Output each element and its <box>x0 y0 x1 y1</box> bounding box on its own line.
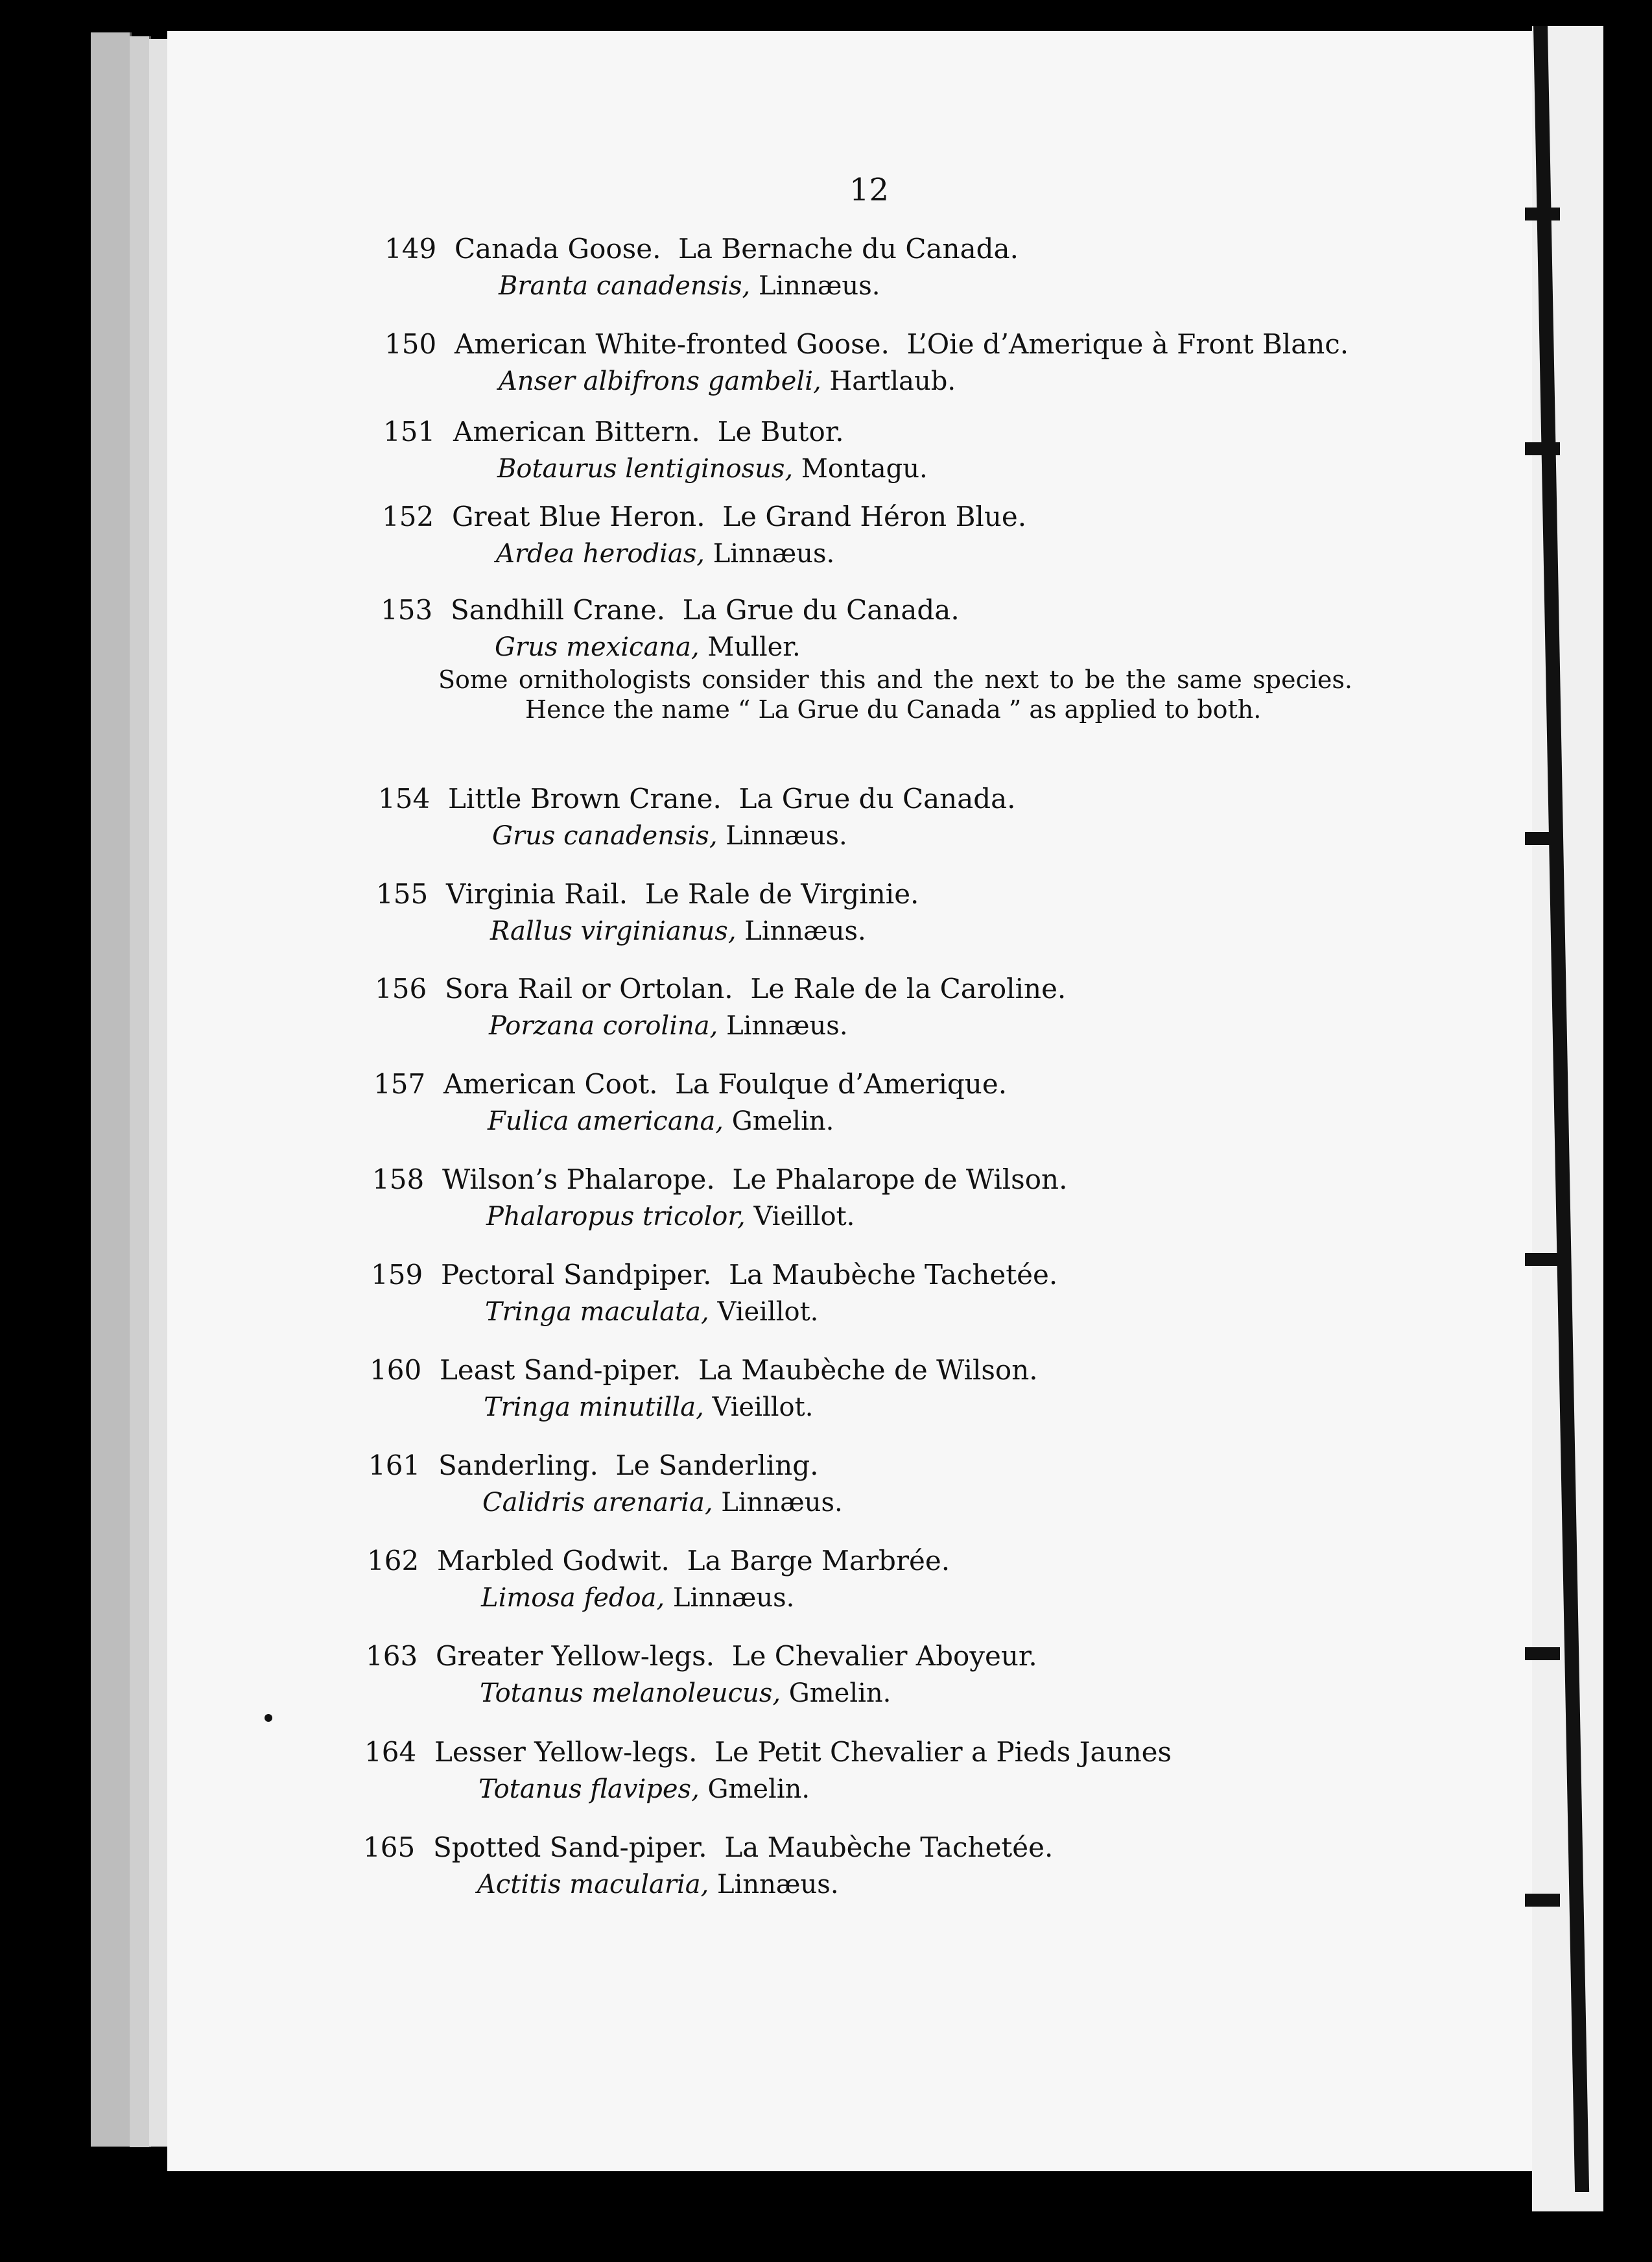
list-item <box>376 875 919 949</box>
common-name: Sanderling. <box>438 1449 598 1481</box>
scientific-name: Phalaropus tricolor, <box>486 1202 746 1232</box>
common-name: Marbled Godwit. <box>437 1545 670 1577</box>
common-name: Spotted Sand-piper. <box>433 1831 707 1863</box>
authority: Hartlaub. <box>829 366 956 396</box>
list-item <box>382 498 1026 572</box>
authority: Linnæus. <box>758 271 880 301</box>
list-item <box>371 1256 1057 1330</box>
common-name: Virginia Rail. <box>446 878 628 910</box>
binding-tab <box>1525 1253 1560 1266</box>
page-edge <box>130 36 151 2147</box>
scientific-name: Totanus melanoleucus, <box>480 1678 781 1708</box>
authority: Linnæus. <box>721 1488 843 1518</box>
scientific-name: Tringa maculata, <box>485 1297 709 1327</box>
french-name: La Barge Marbrée. <box>687 1545 950 1577</box>
list-item <box>381 591 960 665</box>
french-name: La Maubèche de Wilson. <box>698 1354 1038 1386</box>
entry-number: 161 <box>368 1449 421 1481</box>
page-number: 12 <box>849 172 890 208</box>
authority: Vieillot. <box>753 1202 855 1232</box>
common-name: American Coot. <box>443 1068 658 1100</box>
entry-number: 158 <box>372 1163 425 1195</box>
entry-number: 153 <box>381 594 433 626</box>
scientific-name: Anser albifrons gambeli, <box>499 366 821 396</box>
page-edge <box>91 32 132 2147</box>
common-name: Great Blue Heron. <box>452 501 705 532</box>
common-name: Wilson’s Phalarope. <box>442 1163 715 1195</box>
list-item <box>384 230 1019 304</box>
entry-number: 157 <box>373 1068 426 1100</box>
binding-tab <box>1525 832 1560 845</box>
french-name: Le Rale de Virginie. <box>644 878 919 910</box>
common-name: Canada Goose. <box>454 233 661 265</box>
entry-number: 159 <box>371 1259 423 1291</box>
french-name: Le Petit Chevalier a Pieds Jaunes <box>714 1736 1172 1768</box>
common-name: Pectoral Sandpiper. <box>441 1259 712 1291</box>
list-item <box>384 326 1349 399</box>
french-name: Le Sanderling. <box>615 1449 819 1481</box>
binding-tab <box>1525 1647 1560 1660</box>
french-name: L’Oie d’Amerique à Front Blanc. <box>906 328 1349 360</box>
list-item <box>367 1542 950 1616</box>
authority: Montagu. <box>801 454 928 484</box>
common-name: Lesser Yellow-legs. <box>434 1736 698 1768</box>
scientific-name: Fulica americana, <box>488 1106 724 1136</box>
entry-number: 151 <box>383 416 436 447</box>
entry-number: 165 <box>363 1831 416 1863</box>
binding-tab <box>1525 442 1560 455</box>
binding-tab <box>1525 1894 1560 1907</box>
entry-number: 160 <box>370 1354 422 1386</box>
entry-number: 154 <box>378 783 431 815</box>
french-name: Le Butor. <box>717 416 844 447</box>
binding-tab <box>1525 208 1560 220</box>
french-name: Le Chevalier Aboyeur. <box>731 1640 1037 1672</box>
scientific-name: Porzana corolina, <box>489 1011 718 1041</box>
scientific-name: Rallus virginianus, <box>490 916 737 946</box>
common-name: American White-fronted Goose. <box>454 328 890 360</box>
authority: Gmelin. <box>788 1678 891 1708</box>
entry-number: 163 <box>366 1640 418 1672</box>
scientific-name: Grus canadensis, <box>492 821 718 851</box>
scientific-name: Grus mexicana, <box>495 632 700 662</box>
scientific-name: Totanus flavipes, <box>478 1774 700 1804</box>
list-item <box>372 1161 1067 1235</box>
authority: Vieillot. <box>717 1297 819 1327</box>
entry-number: 149 <box>384 233 437 265</box>
authority: Linnæus. <box>717 1870 839 1899</box>
list-item <box>364 1733 1172 1807</box>
authority: Linnæus. <box>744 916 866 946</box>
french-name: La Grue du Canada. <box>682 594 960 626</box>
authority: Linnæus. <box>672 1583 795 1613</box>
authority: Linnæus. <box>713 539 835 569</box>
authority: Linnæus. <box>726 821 847 851</box>
authority: Vieillot. <box>712 1392 814 1422</box>
common-name: Sandhill Crane. <box>451 594 665 626</box>
authority: Muller. <box>707 632 801 662</box>
authority: Gmelin. <box>707 1774 810 1804</box>
french-name: Le Phalarope de Wilson. <box>732 1163 1068 1195</box>
entry-number: 152 <box>382 501 434 532</box>
common-name: Greater Yellow-legs. <box>436 1640 714 1672</box>
scientific-name: Calidris arenaria, <box>482 1488 713 1518</box>
list-item <box>375 970 1066 1044</box>
french-name: La Maubèche Tachetée. <box>729 1259 1058 1291</box>
common-name: American Bittern. <box>453 416 700 447</box>
species-note <box>438 665 1352 724</box>
entry-number: 155 <box>376 878 429 910</box>
french-name: Le Grand Héron Blue. <box>722 501 1027 532</box>
french-name: La Maubèche Tachetée. <box>724 1831 1054 1863</box>
list-item <box>368 1447 843 1521</box>
list-item <box>383 413 928 487</box>
ink-speck <box>265 1714 272 1722</box>
common-name: Sora Rail or Ortolan. <box>445 973 733 1005</box>
french-name: La Bernache du Canada. <box>678 233 1019 265</box>
common-name: Least Sand-piper. <box>440 1354 681 1386</box>
entry-number: 162 <box>367 1545 419 1577</box>
scientific-name: Tringa minutilla, <box>484 1392 704 1422</box>
entry-number: 164 <box>364 1736 417 1768</box>
french-name: Le Rale de la Caroline. <box>750 973 1067 1005</box>
list-item <box>373 1066 1007 1139</box>
note-text: Some ornithologists consider this and the next to be the same species. Hence the name “ La Grue du Canada ” as applied to both. <box>438 665 1352 724</box>
list-item <box>378 780 1016 854</box>
list-item <box>370 1351 1038 1425</box>
entry-number: 150 <box>384 328 437 360</box>
scientific-name: Limosa fedoa, <box>481 1583 665 1613</box>
authority: Gmelin. <box>731 1106 834 1136</box>
french-name: La Grue du Canada. <box>738 783 1016 815</box>
scientific-name: Actitis macularia, <box>477 1870 709 1899</box>
scientific-name: Branta canadensis, <box>499 271 751 301</box>
scientific-name: Ardea herodias, <box>496 539 705 569</box>
list-item <box>363 1829 1053 1903</box>
list-item <box>366 1637 1037 1711</box>
common-name: Little Brown Crane. <box>448 783 722 815</box>
scientific-name: Botaurus lentiginosus, <box>497 454 794 484</box>
french-name: La Foulque d’Amerique. <box>675 1068 1008 1100</box>
entry-number: 156 <box>375 973 427 1005</box>
authority: Linnæus. <box>726 1011 848 1041</box>
